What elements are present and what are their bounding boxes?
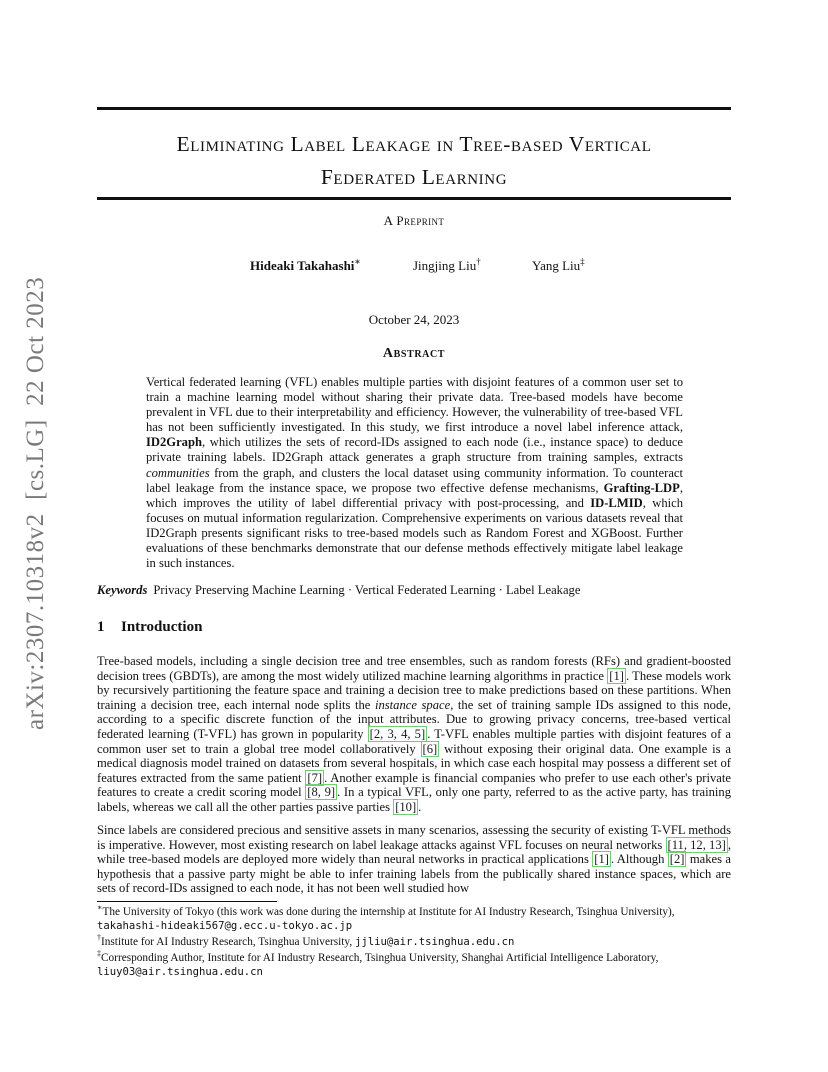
citation-link[interactable]: [7] <box>307 770 323 785</box>
abstract-heading: Abstract <box>382 346 446 361</box>
keywords-line <box>97 583 731 598</box>
citation-link[interactable]: [6] <box>422 741 438 756</box>
author-name: Yang Liu <box>532 258 581 273</box>
title-line-2: Federated Learning <box>320 165 508 189</box>
abstract-text <box>146 375 683 571</box>
section-heading <box>97 619 202 636</box>
section-number: 1 <box>97 619 105 635</box>
author-mark: † <box>476 256 481 267</box>
footnote-text: The University of Tokyo (this work was done during the internship at Institute for AI Industry Research, Tsinghua University), <box>102 906 675 918</box>
footnote-email[interactable]: jjliu@air.tsinghua.edu.cn <box>354 936 515 948</box>
abstract-span: from the graph, and clusters the local dataset using community information. To counteract label leakage from the instance space, we propose two effective defense mechanisms, <box>146 465 683 495</box>
citation-link[interactable]: [8, 9] <box>307 785 336 800</box>
citation-link[interactable]: [11, 12, 13] <box>667 837 726 852</box>
preprint-label: A Preprint <box>383 213 445 228</box>
footnote-1 <box>97 905 731 933</box>
citation-link[interactable]: [1] <box>594 852 609 867</box>
citation-link[interactable]: [1] <box>609 668 624 683</box>
text-italic: instance space <box>374 697 451 712</box>
text-span: . <box>418 799 422 814</box>
footnote-rule <box>97 901 277 902</box>
text-span: Tree-based models, including a single decision tree and tree ensembles, such as random forests (RFs) and gradient-boosted decision trees (GBDTs), are among the most widely utilized machine learning algorithms in practice <box>97 654 731 683</box>
footnote-mark: ∗ <box>97 903 103 913</box>
text-span: , while tree-based models are deployed more widely than neural networks in practical applications <box>97 837 731 867</box>
abstract-span: , which utilizes the sets of record-IDs assigned to each node (i.e., instance space) to deduce private training labels. ID2Graph attack generates a graph structure from training samples, extracts <box>146 435 683 465</box>
author-1 <box>250 258 361 274</box>
text-span: Since labels are considered precious and sensitive assets in many scenarios, assessing the security of existing T-VFL methods is imperative. However, most existing research on label leakage attacks against VFL focuses on neural networks <box>97 823 731 852</box>
abstract-bold: ID2Graph <box>146 435 202 450</box>
title-top-rule <box>97 107 731 110</box>
keywords-label: Keywords <box>97 583 148 597</box>
text-span: , the set of training sample IDs assigned to this node, according to a specific discrete function of the input attributes. Due to growing privacy concerns, tree-based vertical federated learning (T-VFL) has grown in popularity <box>97 697 732 741</box>
intro-paragraph-2 <box>97 823 731 896</box>
footnote-mark: † <box>97 933 101 943</box>
text-span: without exposing their original data. One example is a medical diagnosis model trained on datasets from several hospitals, in which case each hospital may possess a different set of features extracted from the same patient <box>97 741 731 785</box>
text-span: . Although <box>610 852 668 867</box>
title-line-1: Eliminating Label Leakage in Tree-based Vertical <box>176 132 652 156</box>
paper-title <box>97 128 731 194</box>
abstract-italic: communities <box>146 465 210 480</box>
footnote-email[interactable]: liuy03@air.tsinghua.edu.cn <box>97 966 263 978</box>
title-bottom-rule <box>97 197 731 200</box>
footnote-email[interactable]: takahashi-hideaki567@g.ecc.u-tokyo.ac.jp <box>97 920 353 932</box>
text-span: . In a typical VFL, only one party, referred to as the active party, has training labels, whereas we call all the other parties passive parties <box>97 785 731 814</box>
footnote-mark: ‡ <box>97 949 101 959</box>
text-span: . These models work by recursively partitioning the feature space and training a decision tree to make predictions based on these partitions. When training a decision tree, each internal node splits the <box>97 668 731 712</box>
footnote-3 <box>97 951 731 979</box>
keywords-list: Privacy Preserving Machine Learning · Vertical Federated Learning · Label Leakage <box>153 583 581 597</box>
section-title: Introduction <box>121 619 203 635</box>
arxiv-identifier: arXiv:2307.10318v2 [cs.LG] 22 Oct 2023 <box>22 276 49 730</box>
text-span: . Another example is financial companies who prefer to use each other's private features to create a credit scoring model <box>97 770 731 800</box>
footnotes <box>97 905 731 981</box>
text-span: makes a hypothesis that a passive party might be able to infer training labels from the publically shared instance spaces, which are sets of record-IDs assigned to each node, it has not been well studied how <box>97 852 732 896</box>
paper-date: October 24, 2023 <box>368 312 460 327</box>
citation-link[interactable]: [2, 3, 4, 5] <box>369 726 426 741</box>
citation-link[interactable]: [2] <box>669 852 685 867</box>
footnote-text: Corresponding Author, Institute for AI Industry Research, Tsinghua University, Shanghai Artificial Intelligence Laboratory, <box>101 952 659 964</box>
text-span: . T-VFL enables multiple parties with disjoint features of a common user set to train a global tree model collaboratively <box>97 726 732 756</box>
author-mark: ∗ <box>354 256 361 267</box>
author-list <box>97 258 731 276</box>
abstract-span: , which improves the utility of label differential privacy with post-processing, and <box>146 480 683 510</box>
footnote-text: Institute for AI Industry Research, Tsinghua University, <box>101 936 355 948</box>
citation-link[interactable]: [10] <box>395 799 417 814</box>
author-3 <box>532 258 585 274</box>
abstract-span: Vertical federated learning (VFL) enables multiple parties with disjoint features of a common user set to train a machine learning model without sharing their private data. Tree-based models have become prevalent in VFL due to their interpretability and efficiency. However, the vulnerability of tree-based VFL has not been sufficiently investigated. In this study, we first introduce a novel label inference attack, <box>146 375 683 435</box>
author-name: Jingjing Liu <box>413 258 477 273</box>
author-mark: ‡ <box>580 256 585 267</box>
abstract-bold: ID-LMID <box>590 495 643 510</box>
footnote-2 <box>97 935 731 949</box>
abstract-span: , which focuses on mutual information regularization. Comprehensive experiments on various datasets reveal that ID2Graph presents significant risks to tree-based models such as Random Forest and XGBoost. Further evaluations of these benchmarks demonstrate that our defense methods effectively mitigate label leakage in such instances. <box>146 495 683 571</box>
author-2 <box>413 258 481 274</box>
abstract-bold: Grafting-LDP <box>603 480 680 495</box>
author-name: Hideaki Takahashi <box>250 258 355 273</box>
intro-paragraph-1 <box>97 654 731 815</box>
